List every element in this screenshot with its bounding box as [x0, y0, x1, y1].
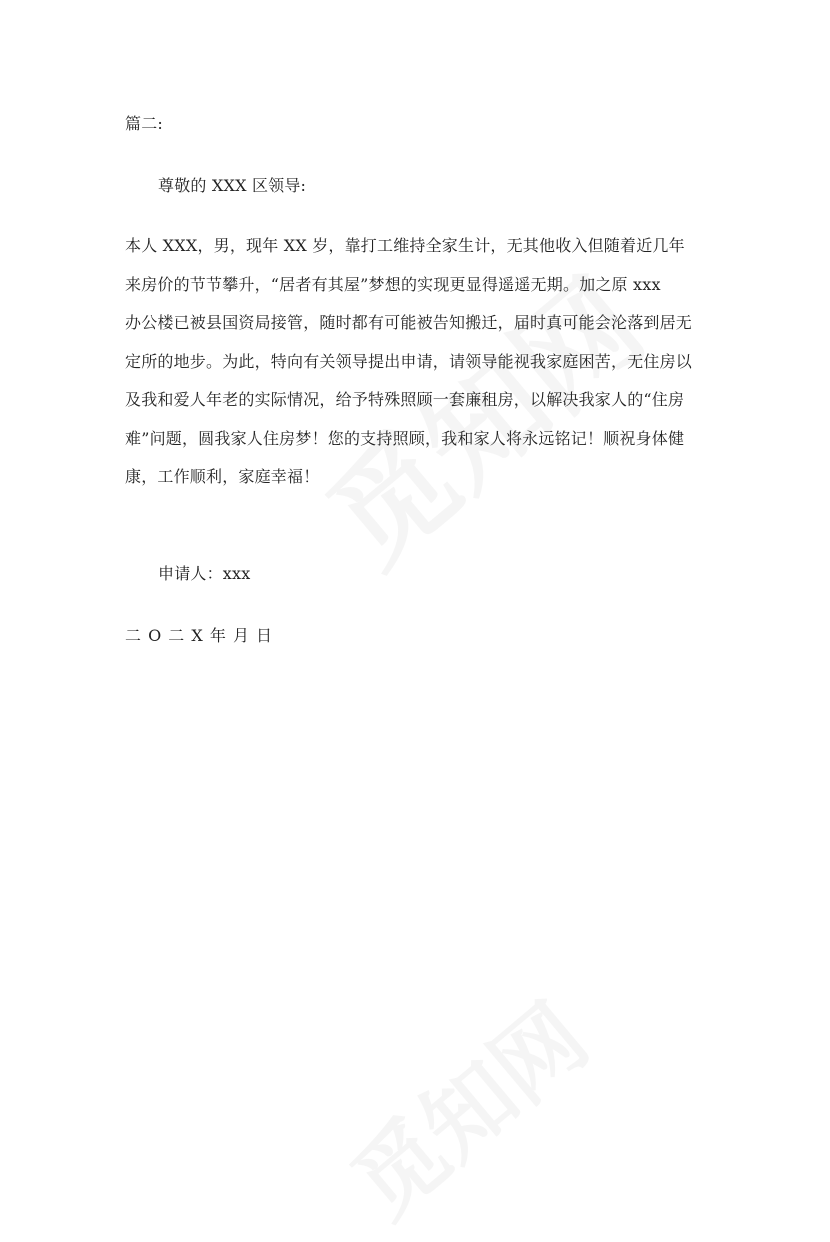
- body-line: 及我和爱人年老的实际情况，给予特殊照顾一套廉租房，以解决我家人的“住房: [125, 390, 685, 409]
- section-title: 篇二:: [125, 114, 163, 133]
- body-line: 来房价的节节攀升，“居者有其屋”梦想的实现更显得遥遥无期。加之原 xxx: [125, 274, 661, 294]
- salutation: 尊敬的 XXX 区领导:: [158, 176, 307, 195]
- body-line: 定所的地步。为此，特向有关领导提出申请，请领导能视我家庭困苦，无住房以: [125, 351, 693, 371]
- body-line: 本人 XXX，男，现年 XX 岁，靠打工维持全家生计，无其他收入但随着近几年: [125, 236, 685, 255]
- watermark-image: [320, 968, 610, 1241]
- letter-body: [125, 236, 715, 506]
- body-line: 康，工作顺利，家庭幸福！: [125, 467, 320, 486]
- date-line: 二 O 二 X 年 月 日: [125, 626, 274, 645]
- body-line: 难”问题，圆我家人住房梦！您的支持照顾，我和家人将永远铭记！顺祝身体健: [125, 428, 685, 448]
- body-line: 办公楼已被县国资局接管，随时都有可能被告知搬迁，届时真可能会沦落到居无: [125, 313, 693, 332]
- applicant-signature: 申请人：xxx: [158, 564, 251, 583]
